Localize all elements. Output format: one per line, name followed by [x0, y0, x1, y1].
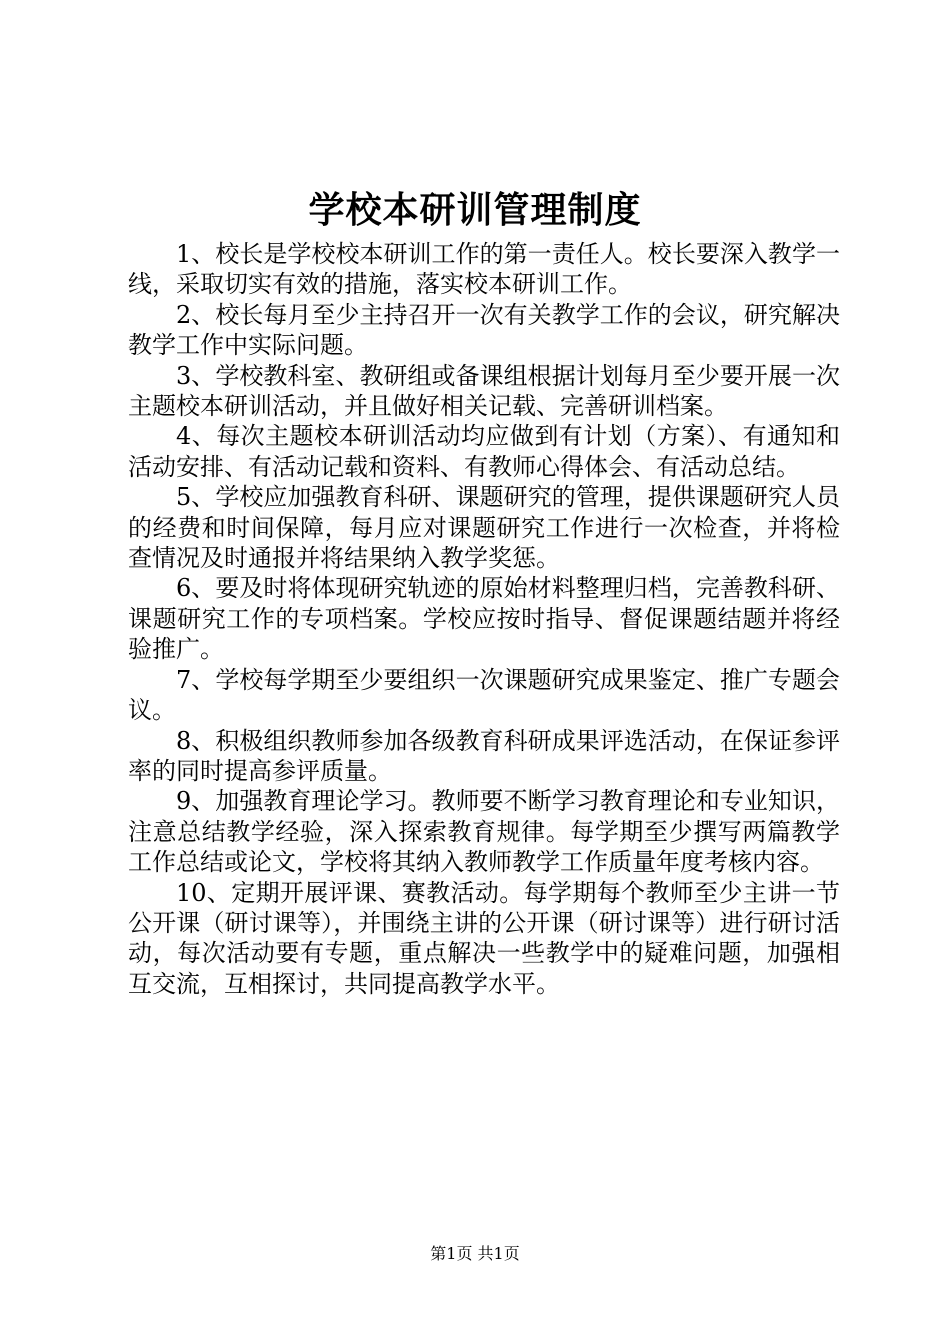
page-footer: 第1页 共1页 — [430, 1244, 520, 1263]
paragraph-5: 5、学校应加强教育科研、课题研究的管理，提供课题研究人员的经费和时间保障，每月应对课题研究工作进行一次检查，并将检查情况及时通报并将结果纳入教学奖惩。 — [128, 483, 840, 573]
document-title: 学校本研训管理制度 — [308, 189, 642, 231]
paragraph-1: 1、校长是学校校本研训工作的第一责任人。校长要深入教学一线，采取切实有效的措施，落实校本研训工作。 — [128, 240, 840, 299]
paragraph-4: 4、每次主题校本研训活动均应做到有计划（方案）、有通知和活动安排、有活动记载和资料、有教师心得体会、有活动总结。 — [128, 422, 840, 481]
paragraph-8: 8、积极组织教师参加各级教育科研成果评选活动，在保证参评率的同时提高参评质量。 — [128, 726, 840, 785]
paragraph-10: 10、定期开展评课、赛教活动。每学期每个教师至少主讲一节公开课（研讨课等），并围绕主讲的公开课（研讨课等）进行研讨活动，每次活动要有专题，重点解决一些教学中的疑难问题，加强相互交流，互相探讨，共同提高教学水平。 — [128, 878, 840, 998]
paragraph-2: 2、校长每月至少主持召开一次有关教学工作的会议，研究解决教学工作中实际问题。 — [128, 300, 840, 360]
paragraph-7: 7、学校每学期至少要组织一次课题研究成果鉴定、推广专题会议。 — [128, 665, 840, 725]
paragraph-3: 3、学校教科室、教研组或备课组根据计划每月至少要开展一次主题校本研训活动，并且做好相关记载、完善研训档案。 — [128, 361, 840, 421]
paragraph-6: 6、要及时将体现研究轨迹的原始材料整理归档，完善教科研、课题研究工作的专项档案。学校应按时指导、督促课题结题并将经验推广。 — [128, 574, 840, 664]
document-body — [128, 239, 840, 999]
paragraph-9: 9、加强教育理论学习。教师要不断学习教育理论和专业知识，注意总结教学经验，深入探索教育规律。每学期至少撰写两篇教学工作总结或论文，学校将其纳入教师教学工作质量年度考核内容。 — [128, 787, 840, 877]
